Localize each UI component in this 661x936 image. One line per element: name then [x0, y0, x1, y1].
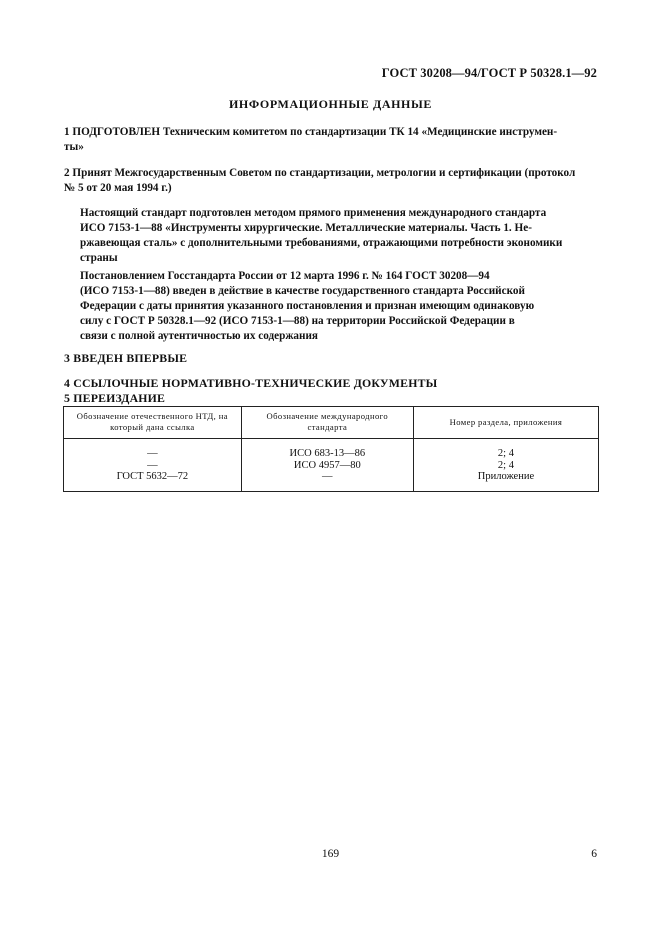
table-header-national-doc-line-1: Обозначение отечественного НТД, на [76, 411, 228, 421]
table-cell-section-number-1: 2; 4 [497, 448, 514, 459]
table-header-international-standard-line-1: Обозначение международного [266, 411, 389, 421]
table-header-national-doc-line-2: который дана ссылка [110, 422, 195, 432]
table-cell-international-standard-3: — [322, 471, 333, 482]
table-cell-international-standard-1: ИСО 683-13—86 [289, 448, 366, 459]
table-cell-international-standards [241, 439, 413, 492]
paragraph-decree-line-4: силу с ГОСТ Р 50328.1—92 (ИСО 7153-1—88) на территории Российской Федерации в [80, 315, 515, 327]
table-header-row [64, 407, 599, 439]
table-cell-section-number-3: Приложение [477, 471, 535, 482]
table-header-section-number: Номер раздела, приложения [413, 407, 598, 439]
section-prepared [64, 125, 597, 155]
section-prepared-line-2: ты» [64, 141, 84, 153]
document-code-header: ГОСТ 30208—94/ГОСТ Р 50328.1—92 [381, 66, 597, 80]
section-reference-documents: 4 ССЫЛОЧНЫЕ НОРМАТИВНО-ТЕХНИЧЕСКИЕ ДОКУМЕНТЫ [64, 376, 438, 390]
section-reissue: 5 ПЕРЕИЗДАНИЕ [64, 391, 166, 405]
paragraph-decree-line-2: (ИСО 7153-1—88) введен в действие в качестве государственного стандарта Российской [80, 285, 525, 297]
paragraph-standard-method [80, 206, 597, 266]
paragraph-standard-line-4: страны [80, 252, 118, 264]
paragraph-standard-line-1: Настоящий стандарт подготовлен методом прямого применения международного стандарта [80, 207, 547, 219]
sheet-number: 6 [591, 848, 597, 860]
page-number: 169 [321, 848, 340, 860]
table-header-national-doc [64, 407, 242, 439]
table-cell-national-doc-1: — [147, 448, 158, 459]
section-first-introduced: 3 ВВЕДЕН ВПЕРВЫЕ [64, 351, 188, 365]
paragraph-standard-line-3: ржавеющая сталь» с дополнительными требованиями, отражающими потребности экономики [80, 237, 563, 249]
table-cell-national-doc-3: ГОСТ 5632—72 [116, 471, 189, 482]
section-adopted-line-1: 2 Принят Межгосударственным Советом по стандартизации, метрологии и сертификации (протокол [64, 167, 576, 179]
table-cell-international-standard-2: ИСО 4957—80 [293, 459, 361, 471]
table-cell-section-numbers [413, 439, 598, 492]
table-cell-national-docs [64, 439, 242, 492]
paragraph-decree-line-3: Федерации с даты принятия указанного постановления и признан имеющим одинаковую [80, 300, 535, 312]
table-header-international-standard [241, 407, 413, 439]
table-cell-national-doc-2: — [147, 459, 158, 471]
reference-documents-table [63, 406, 599, 492]
section-adopted [64, 166, 597, 196]
table-header-international-standard-line-2: стандарта [307, 422, 348, 432]
page-title: ИНФОРМАЦИОННЫЕ ДАННЫЕ [229, 97, 432, 111]
section-adopted-line-2: № 5 от 20 мая 1994 г.) [64, 182, 172, 194]
paragraph-decree [80, 269, 597, 344]
table-row [64, 439, 599, 492]
paragraph-decree-line-1: Постановлением Госстандарта России от 12 марта 1996 г. № 164 ГОСТ 30208—94 [80, 270, 490, 282]
section-prepared-line-1: 1 ПОДГОТОВЛЕН Техническим комитетом по стандартизации ТК 14 «Медицинские инструмен- [64, 126, 558, 138]
paragraph-standard-line-2: ИСО 7153-1—88 «Инструменты хирургические. Металлические материалы. Часть 1. Не- [80, 222, 532, 234]
paragraph-decree-line-5: связи с полной аутентичностью их содержания [80, 330, 318, 342]
table-cell-section-number-2: 2; 4 [497, 459, 514, 471]
